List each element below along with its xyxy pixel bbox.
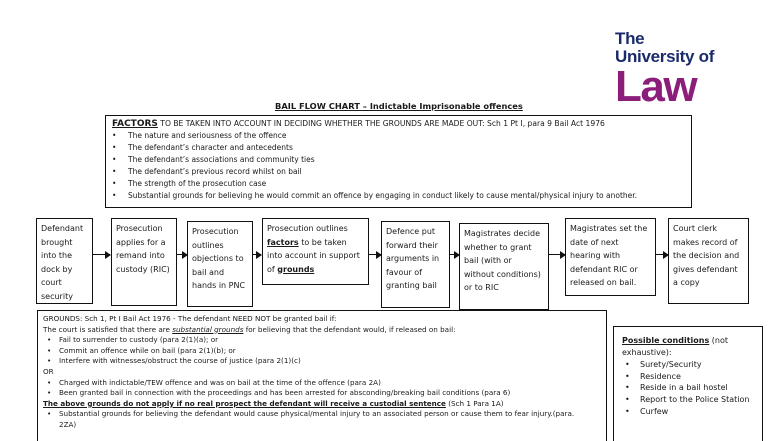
page-title: BAIL FLOW CHART – Indictable Imprisonable offences	[275, 101, 523, 111]
flow-arrow-1	[93, 254, 110, 255]
step-4-grounds-link: grounds	[277, 264, 315, 274]
factor-item: • The defendant’s associations and community ties	[112, 154, 685, 166]
conditions-heading	[622, 335, 754, 358]
step-4-text-b: to be taken into account in support of	[267, 237, 360, 274]
grounds-exception-ref: (Sch 1 Para 1A)	[445, 398, 504, 408]
conditions-list	[622, 359, 754, 417]
step-3-box: Prosecution outlines objections to bail and hands in PNC	[187, 221, 253, 307]
flow-arrow-5	[450, 254, 459, 255]
step-8-box: Court clerk makes record of the decision and gives defendant a copy	[668, 218, 749, 304]
condition-item: • Residence	[622, 371, 754, 383]
logo-line-1: The	[615, 29, 645, 48]
factors-list	[112, 130, 685, 203]
logo-line-3: Law	[615, 62, 697, 111]
grounds-bullet-cont: 2ZA)	[59, 419, 77, 429]
grounds-line-2	[43, 325, 601, 336]
grounds-bullet: • Been granted bail in connection with the proceedings and has been arrested for absconding/breaking bail conditions (para 6)	[43, 388, 601, 399]
step-7-box: Magistrates set the date of next hearing with defendant RIC or released on bail.	[565, 218, 656, 296]
flow-arrow-7	[656, 254, 668, 255]
factors-heading	[112, 119, 685, 129]
grounds-line-2-a: The court is satisfied that there are	[43, 324, 173, 334]
grounds-line-2-em: substantial grounds	[172, 324, 244, 334]
condition-item: • Reside in a bail hostel	[622, 382, 754, 394]
condition-item: • Report to the Police Station	[622, 394, 754, 406]
grounds-bullet: • Commit an offence while on bail (para 2(1)(b); or	[43, 346, 601, 357]
grounds-line-1: GROUNDS: Sch 1, Pt I Bail Act 1976 - The defendant NEED NOT be granted bail if:	[43, 314, 337, 323]
factor-item: • Substantial grounds for believing he would commit an offence by engaging in conduct likely to cause mental/physical injury to another.	[112, 190, 685, 202]
flow-arrow-2	[177, 254, 187, 255]
grounds-exception	[43, 399, 601, 410]
flow-arrow-6	[549, 254, 565, 255]
condition-item: • Curfew	[622, 406, 754, 418]
step-6-box: Magistrates decide whether to grant bail (with or without conditions) or to RIC	[459, 223, 549, 310]
factor-item: • The strength of the prosecution case	[112, 178, 685, 190]
condition-item: • Surety/Security	[622, 359, 754, 371]
grounds-or: OR	[43, 366, 54, 376]
grounds-box	[37, 310, 607, 441]
factors-heading-rest: TO BE TAKEN INTO ACCOUNT IN DECIDING WHETHER THE GROUNDS ARE MADE OUT: Sch 1 Pt I, para 9 Bail Act 1976	[157, 119, 605, 128]
factor-item: • The defendant’s previous record whilst on bail	[112, 166, 685, 178]
flow-arrow-4	[369, 254, 381, 255]
grounds-bullet: • Interfere with witnesses/obstruct the course of justice (para 2(1)(c)	[43, 356, 601, 367]
step-2-box: Prosecution applies for a remand into custody (RIC)	[111, 218, 177, 306]
factor-item: • The nature and seriousness of the offence	[112, 130, 685, 142]
grounds-bullet: • Substantial grounds for believing the defendant would cause physical/mental injury to an associated person or cause them to fear injury.(para.	[43, 409, 601, 420]
factor-item: • The defendant’s character and antecedents	[112, 142, 685, 154]
flow-arrow-3	[253, 254, 261, 255]
grounds-line-2-b: for believing that the defendant would, if released on bail:	[243, 324, 456, 334]
grounds-bullet: • Charged with indictable/TEW offence and was on bail at the time of the offence (para 2A)	[43, 378, 601, 389]
step-4-factors-link: factors	[267, 237, 299, 247]
conditions-heading-bold: Possible conditions	[622, 336, 710, 345]
grounds-exception-bold: The above grounds do not apply if no real prospect the defendant will receive a custodial sentence	[43, 398, 446, 408]
logo-line-2: University of	[615, 47, 715, 66]
step-4-text-a: Prosecution outlines	[267, 224, 348, 233]
factors-heading-bold: FACTORS	[112, 119, 158, 129]
conditions-box	[613, 326, 763, 441]
conditions-heading-rest: (not exhaustive):	[622, 336, 728, 357]
factors-box	[105, 115, 692, 208]
step-5-box: Defence put forward their arguments in favour of granting bail	[381, 221, 450, 308]
grounds-bullet: • Fail to surrender to custody (para 2(1)(a); or	[43, 335, 601, 346]
university-of-law-logo	[615, 29, 775, 111]
step-4-box	[262, 218, 369, 285]
step-1-box: Defendant brought into the dock by court security	[36, 218, 93, 304]
